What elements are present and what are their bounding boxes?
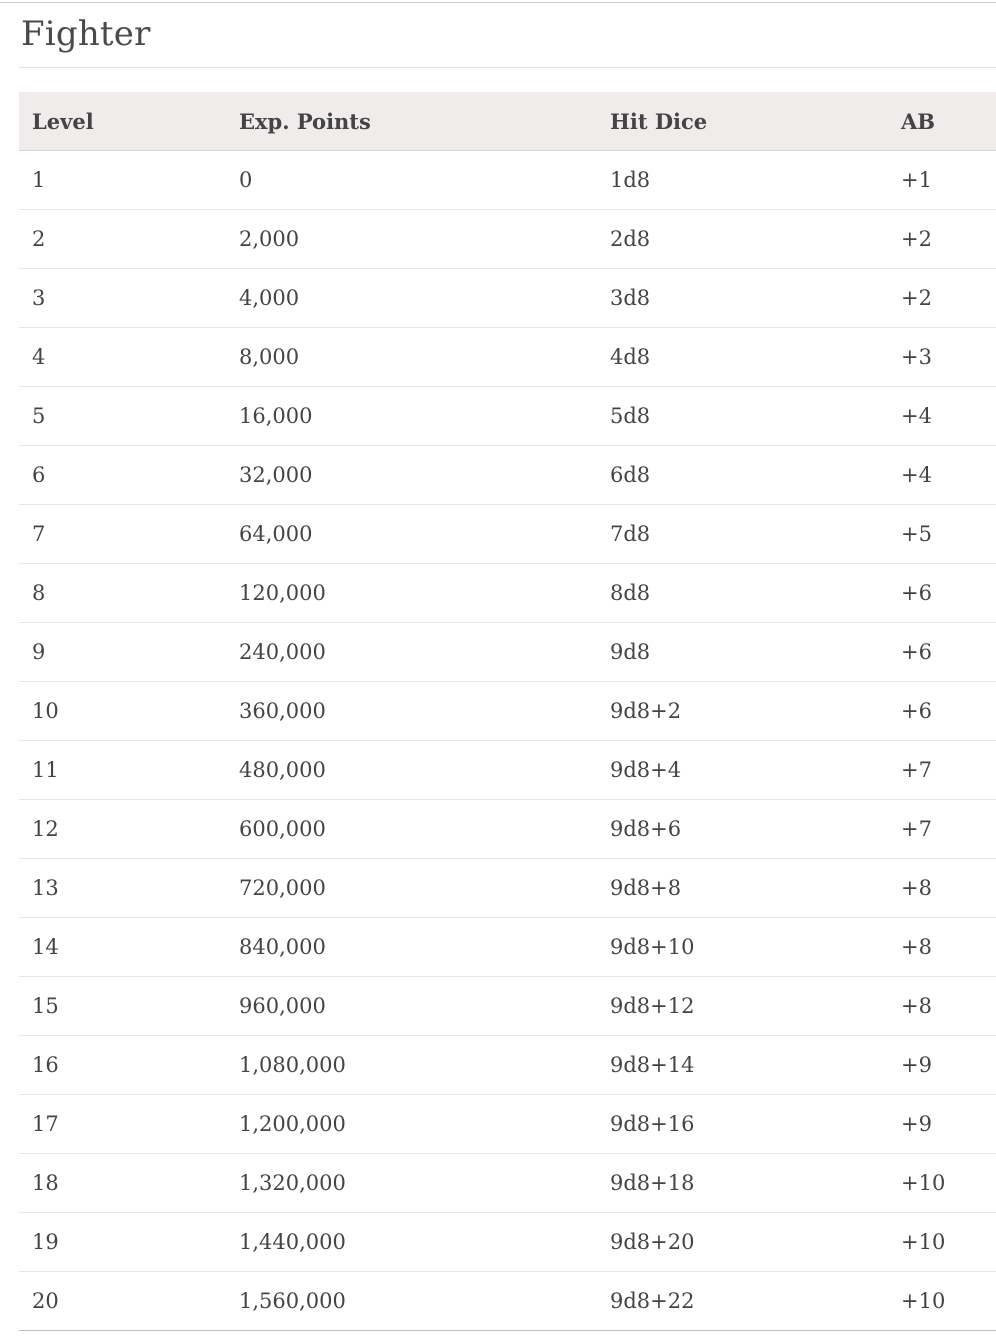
cell-hit-dice: 9d8	[597, 623, 888, 682]
table-row	[19, 1154, 996, 1213]
cell-level: 17	[19, 1095, 226, 1154]
cell-ab: +3	[888, 328, 996, 387]
cell-hit-dice: 9d8+16	[597, 1095, 888, 1154]
cell-ab: +7	[888, 800, 996, 859]
cell-level: 6	[19, 446, 226, 505]
cell-hit-dice: 9d8+20	[597, 1213, 888, 1272]
cell-ab: +2	[888, 210, 996, 269]
cell-level: 9	[19, 623, 226, 682]
cell-level: 7	[19, 505, 226, 564]
table-row	[19, 269, 996, 328]
cell-level: 13	[19, 859, 226, 918]
cell-exp-points: 32,000	[226, 446, 597, 505]
cell-level: 2	[19, 210, 226, 269]
cell-hit-dice: 3d8	[597, 269, 888, 328]
table-row	[19, 918, 996, 977]
cell-level: 12	[19, 800, 226, 859]
table-row	[19, 623, 996, 682]
cell-ab: +10	[888, 1154, 996, 1213]
title-divider	[19, 67, 996, 68]
cell-exp-points: 480,000	[226, 741, 597, 800]
table-header	[19, 92, 996, 151]
cell-ab: +6	[888, 623, 996, 682]
cell-ab: +10	[888, 1272, 996, 1331]
cell-ab: +8	[888, 918, 996, 977]
cell-hit-dice: 9d8+14	[597, 1036, 888, 1095]
cell-level: 19	[19, 1213, 226, 1272]
table-body	[19, 151, 996, 1331]
cell-level: 18	[19, 1154, 226, 1213]
page-title: Fighter	[21, 14, 151, 54]
cell-level: 5	[19, 387, 226, 446]
cell-exp-points: 0	[226, 151, 597, 210]
cell-hit-dice: 9d8+12	[597, 977, 888, 1036]
table-row	[19, 1036, 996, 1095]
cell-hit-dice: 5d8	[597, 387, 888, 446]
cell-level: 20	[19, 1272, 226, 1331]
table-row	[19, 564, 996, 623]
cell-exp-points: 960,000	[226, 977, 597, 1036]
cell-ab: +6	[888, 564, 996, 623]
table-row	[19, 977, 996, 1036]
table-row	[19, 741, 996, 800]
table-row	[19, 682, 996, 741]
cell-exp-points: 600,000	[226, 800, 597, 859]
cell-level: 16	[19, 1036, 226, 1095]
cell-ab: +6	[888, 682, 996, 741]
cell-level: 10	[19, 682, 226, 741]
table-row	[19, 505, 996, 564]
cell-level: 8	[19, 564, 226, 623]
cell-exp-points: 720,000	[226, 859, 597, 918]
cell-ab: +1	[888, 151, 996, 210]
column-header-hit-dice: Hit Dice	[597, 92, 888, 151]
cell-hit-dice: 2d8	[597, 210, 888, 269]
column-header-level: Level	[19, 92, 226, 151]
table-row	[19, 387, 996, 446]
cell-hit-dice: 6d8	[597, 446, 888, 505]
level-progression-table	[19, 92, 996, 1331]
table-row	[19, 1213, 996, 1272]
table-row	[19, 446, 996, 505]
table-row	[19, 800, 996, 859]
table-row	[19, 210, 996, 269]
cell-level: 1	[19, 151, 226, 210]
cell-exp-points: 1,560,000	[226, 1272, 597, 1331]
cell-ab: +7	[888, 741, 996, 800]
table-row	[19, 328, 996, 387]
cell-exp-points: 1,200,000	[226, 1095, 597, 1154]
cell-exp-points: 8,000	[226, 328, 597, 387]
cell-hit-dice: 9d8+2	[597, 682, 888, 741]
cell-hit-dice: 9d8+22	[597, 1272, 888, 1331]
cell-ab: +2	[888, 269, 996, 328]
cell-ab: +9	[888, 1095, 996, 1154]
cell-hit-dice: 8d8	[597, 564, 888, 623]
cell-hit-dice: 9d8+6	[597, 800, 888, 859]
cell-level: 15	[19, 977, 226, 1036]
cell-hit-dice: 4d8	[597, 328, 888, 387]
cell-hit-dice: 9d8+18	[597, 1154, 888, 1213]
cell-ab: +10	[888, 1213, 996, 1272]
table-row	[19, 1272, 996, 1331]
cell-exp-points: 840,000	[226, 918, 597, 977]
cell-ab: +5	[888, 505, 996, 564]
cell-exp-points: 2,000	[226, 210, 597, 269]
table-row	[19, 859, 996, 918]
cell-ab: +4	[888, 446, 996, 505]
cell-ab: +8	[888, 859, 996, 918]
cell-ab: +9	[888, 1036, 996, 1095]
cell-exp-points: 1,320,000	[226, 1154, 597, 1213]
cell-ab: +4	[888, 387, 996, 446]
column-header-ab: AB	[888, 92, 996, 151]
cell-exp-points: 360,000	[226, 682, 597, 741]
cell-hit-dice: 9d8+10	[597, 918, 888, 977]
cell-exp-points: 120,000	[226, 564, 597, 623]
cell-hit-dice: 1d8	[597, 151, 888, 210]
cell-level: 3	[19, 269, 226, 328]
table-row	[19, 1095, 996, 1154]
cell-hit-dice: 9d8+8	[597, 859, 888, 918]
cell-level: 11	[19, 741, 226, 800]
column-header-exp-points: Exp. Points	[226, 92, 597, 151]
cell-exp-points: 1,080,000	[226, 1036, 597, 1095]
cell-exp-points: 240,000	[226, 623, 597, 682]
cell-level: 14	[19, 918, 226, 977]
cell-exp-points: 1,440,000	[226, 1213, 597, 1272]
table-row	[19, 151, 996, 210]
cell-exp-points: 4,000	[226, 269, 597, 328]
cell-ab: +8	[888, 977, 996, 1036]
top-divider	[0, 2, 996, 3]
cell-exp-points: 64,000	[226, 505, 597, 564]
cell-hit-dice: 7d8	[597, 505, 888, 564]
cell-hit-dice: 9d8+4	[597, 741, 888, 800]
table-header-row	[19, 92, 996, 151]
cell-exp-points: 16,000	[226, 387, 597, 446]
cell-level: 4	[19, 328, 226, 387]
